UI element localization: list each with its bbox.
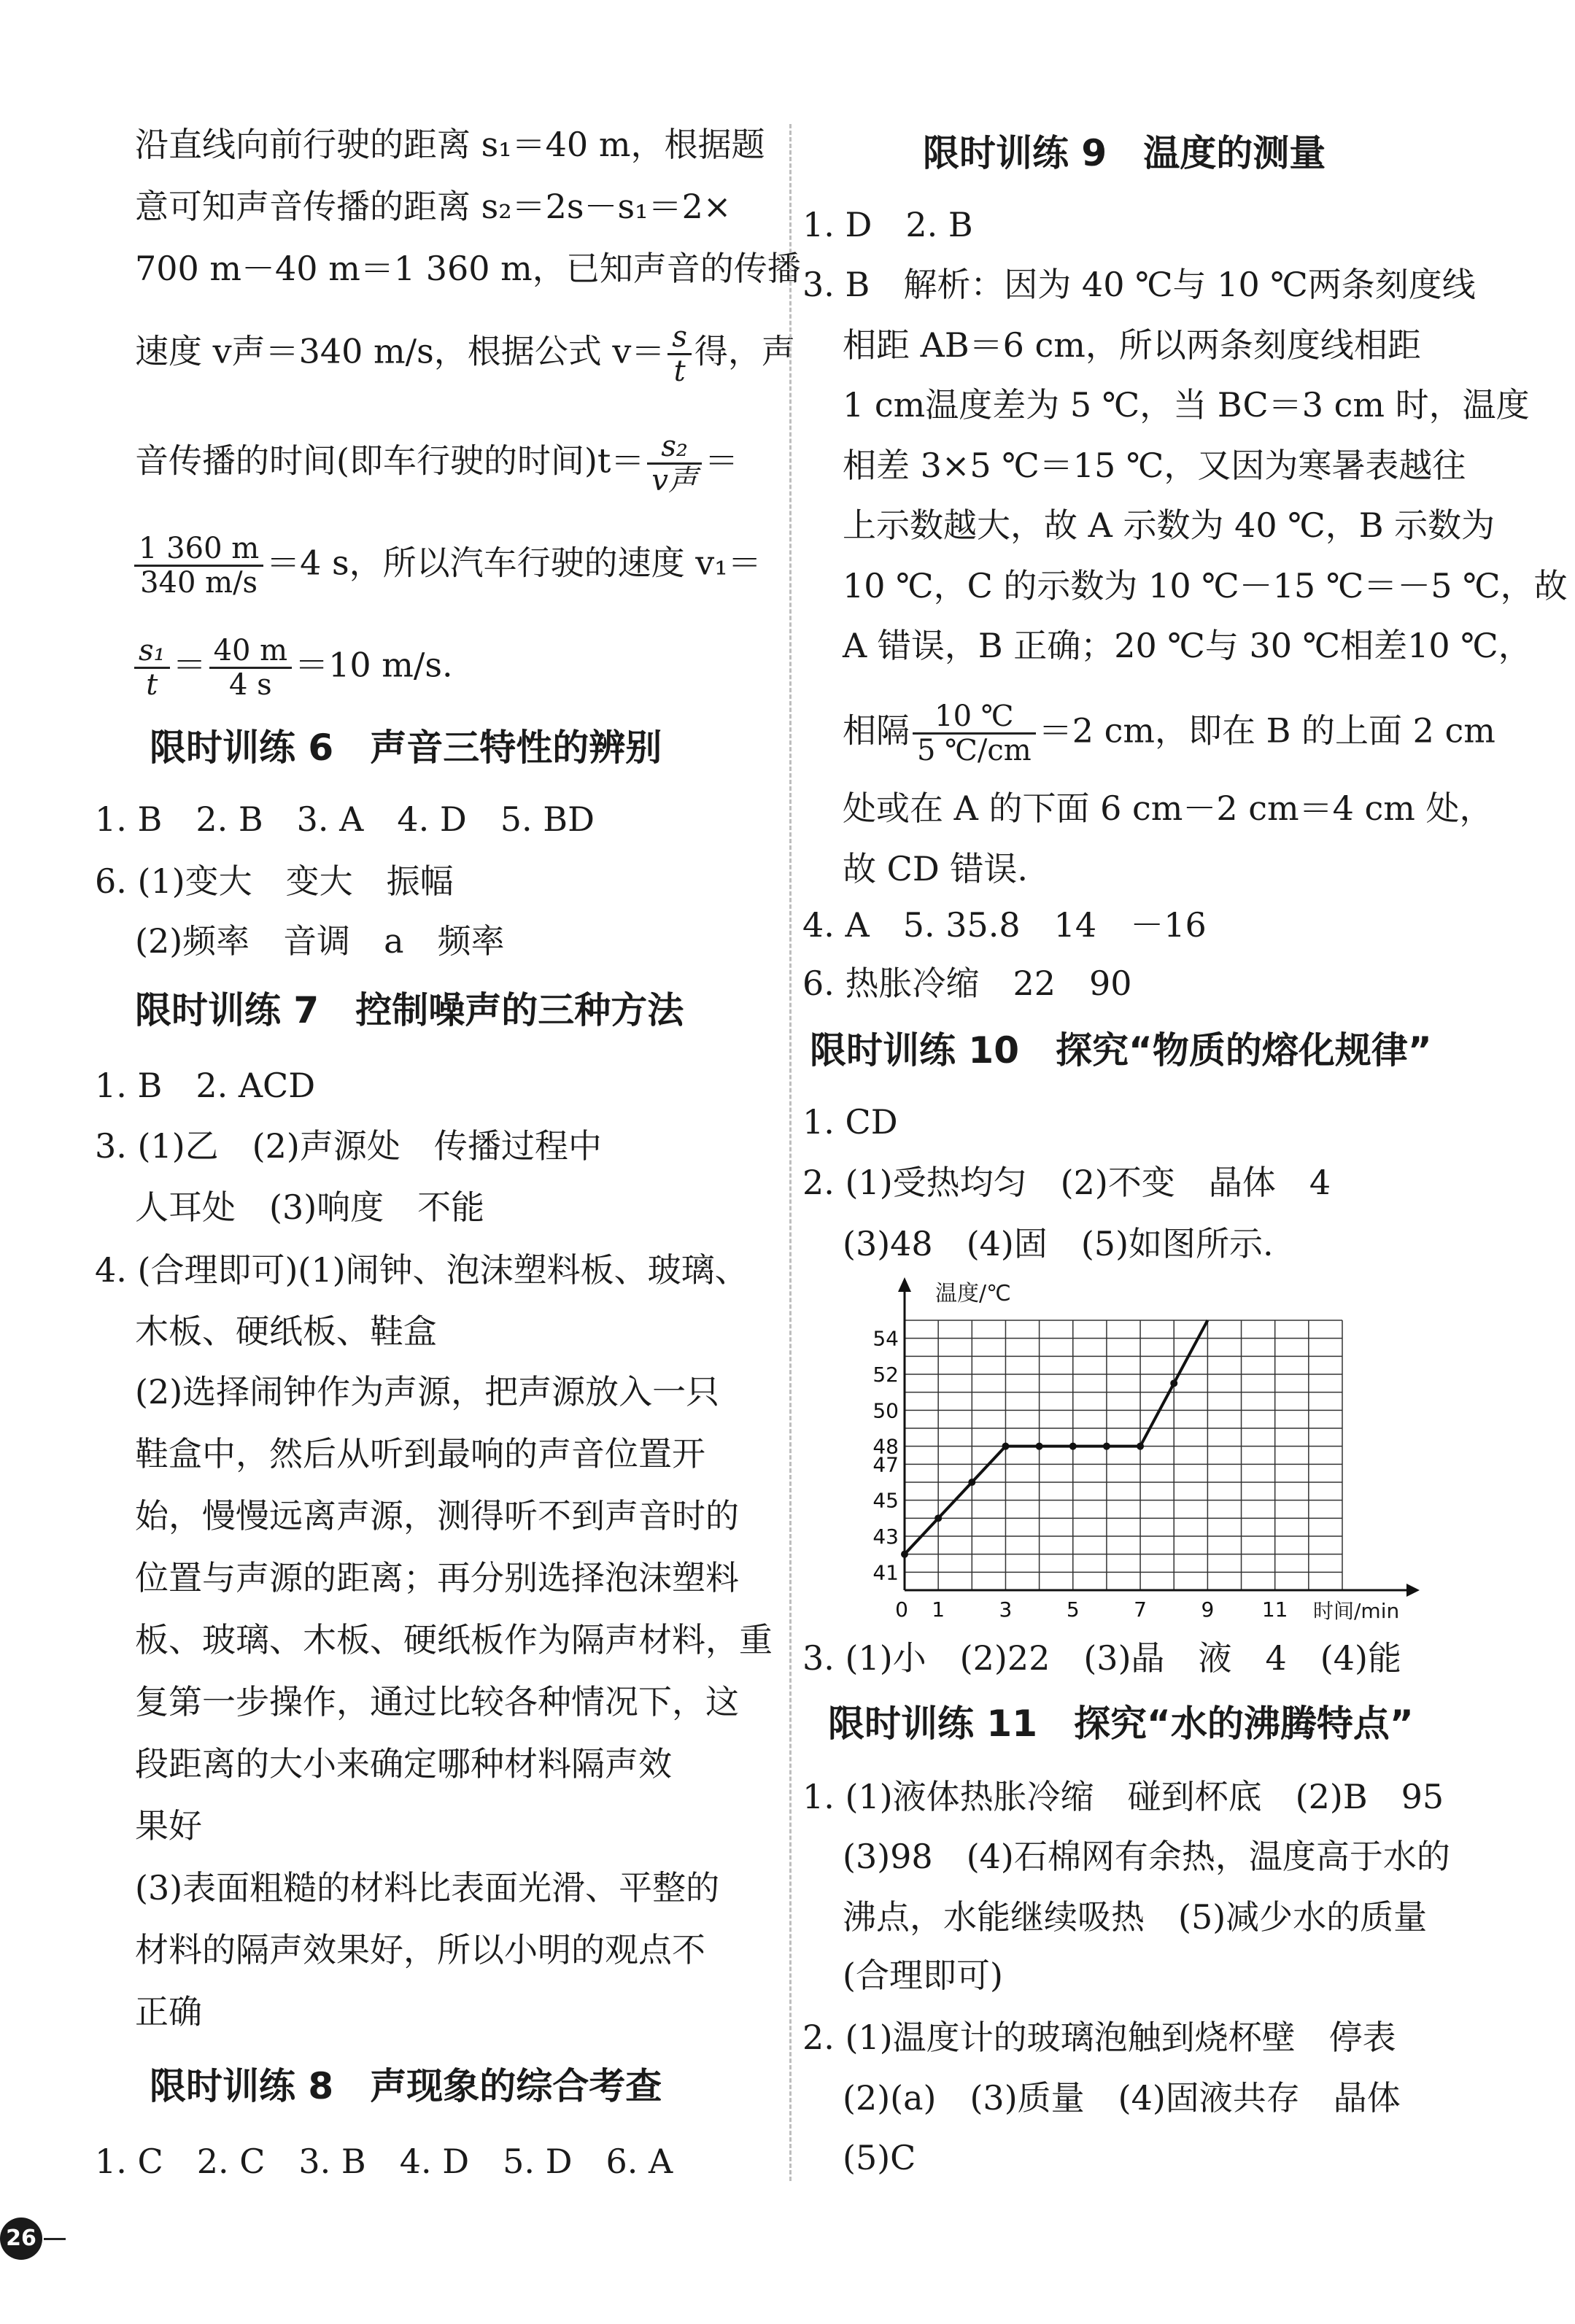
x-tick-label: 9 bbox=[1201, 1597, 1215, 1622]
numerator: s₁ bbox=[134, 635, 170, 669]
data-point bbox=[1002, 1443, 1009, 1450]
answer-line: 2. (1)温度计的玻璃泡触到烧杯壁 停表 bbox=[802, 2018, 1396, 2057]
chart-grid bbox=[905, 1320, 1342, 1590]
answer-line: 4. A 5. 35.8 14 －16 bbox=[802, 905, 1207, 945]
answer-line: (3)表面粗糙的材料比表面光滑、平整的 bbox=[135, 1868, 720, 1907]
numerator: s₂ bbox=[647, 430, 702, 465]
data-point bbox=[934, 1514, 942, 1522]
x-tick-label: 5 bbox=[1066, 1597, 1080, 1622]
answer-line: 沸点，水能继续吸热 (5)减少水的质量 bbox=[843, 1897, 1428, 1937]
page-number-dash bbox=[44, 2238, 66, 2240]
answer-line: 鞋盒中，然后从听到最响的声音位置开 bbox=[135, 1434, 705, 1473]
text-span: ＝2 cm，即在 B 的上面 2 cm bbox=[1038, 710, 1495, 751]
fraction bbox=[647, 430, 702, 497]
text-span: ＝ bbox=[705, 441, 738, 481]
data-point bbox=[901, 1551, 908, 1558]
answer-line: 1. (1)液体热胀冷缩 碰到杯底 (2)B 95 bbox=[802, 1777, 1444, 1816]
answer-line: 人耳处 (3)响度 不能 bbox=[135, 1188, 485, 1227]
data-point bbox=[1103, 1443, 1110, 1450]
text-span: 速度 v声＝340 m/s，根据公式 v＝ bbox=[135, 331, 665, 371]
text-line: 700 m－40 m＝1 360 m，已知声音的传播 bbox=[135, 249, 801, 288]
text-line: 沿直线向前行驶的距离 s₁＝40 m，根据题 bbox=[135, 125, 765, 164]
x-tick-label: 3 bbox=[999, 1597, 1013, 1622]
answer-line: (3)98 (4)石棉网有余热，温度高于水的 bbox=[843, 1837, 1450, 1876]
answer-line: A 错误，B 正确；20 ℃与 30 ℃相差10 ℃， bbox=[843, 626, 1532, 665]
fraction bbox=[134, 532, 263, 599]
denominator: t bbox=[673, 355, 686, 388]
text-line: 意可知声音传播的距离 s₂＝2s－s₁＝2× bbox=[135, 187, 732, 226]
text-span: 相隔 bbox=[843, 710, 910, 751]
fraction bbox=[209, 635, 293, 701]
answer-line: 果好 bbox=[135, 1806, 202, 1845]
section-heading: 限时训练 11 探究“水的沸腾特点” bbox=[828, 1703, 1414, 1745]
answer-line: 处或在 A 的下面 6 cm－2 cm＝4 cm 处， bbox=[843, 789, 1493, 828]
text-span: ＝ bbox=[172, 645, 206, 685]
x-axis-arrow bbox=[1406, 1584, 1420, 1597]
series-line bbox=[905, 1320, 1207, 1554]
page-number: 26 bbox=[0, 2218, 42, 2260]
answer-line: 位置与声源的距离；再分别选择泡沫塑料 bbox=[135, 1558, 739, 1597]
section-heading: 限时训练 6 声音三特性的辨别 bbox=[150, 727, 662, 769]
x-tick-label: 7 bbox=[1134, 1597, 1147, 1622]
data-point bbox=[968, 1479, 975, 1486]
x-axis-label: 时间/min bbox=[1313, 1599, 1400, 1623]
text-span: 得，声 bbox=[694, 331, 795, 371]
answer-line: 10 ℃，C 的示数为 10 ℃－15 ℃＝－5 ℃，故 bbox=[843, 566, 1568, 605]
numerator: 40 m bbox=[209, 635, 293, 669]
y-tick-label: 47 bbox=[872, 1452, 899, 1477]
numerator: s bbox=[667, 321, 692, 355]
answer-line: 3. B 解析：因为 40 ℃与 10 ℃两条刻度线 bbox=[802, 265, 1476, 304]
fraction bbox=[667, 321, 692, 387]
section-heading: 限时训练 7 控制噪声的三种方法 bbox=[135, 989, 684, 1031]
y-tick-label: 41 bbox=[872, 1560, 899, 1585]
answer-line: (2)(a) (3)质量 (4)固液共存 晶体 bbox=[843, 2078, 1401, 2118]
answer-line: 6. 热胀冷缩 22 90 bbox=[802, 964, 1132, 1003]
x-tick-label: 0 bbox=[895, 1597, 908, 1622]
data-point bbox=[1137, 1443, 1144, 1450]
y-tick-label: 54 bbox=[872, 1326, 899, 1351]
data-point bbox=[1036, 1443, 1043, 1450]
answer-line: 1. CD bbox=[802, 1102, 898, 1142]
x-tick-label: 1 bbox=[932, 1597, 945, 1622]
text-span: ＝4 s，所以汽车行驶的速度 v₁＝ bbox=[266, 543, 762, 583]
answer-line: 3. (1)乙 (2)声源处 传播过程中 bbox=[95, 1126, 602, 1166]
answer-line: 1. D 2. B bbox=[802, 205, 973, 244]
y-tick-label: 50 bbox=[872, 1398, 899, 1423]
formula-line bbox=[843, 700, 1495, 767]
answer-line: 1. B 2. ACD bbox=[95, 1066, 316, 1105]
answer-line: 1 cm温度差为 5 ℃，当 BC＝3 cm 时，温度 bbox=[843, 385, 1530, 425]
answer-line: (2)频率 音调 a 频率 bbox=[135, 921, 505, 961]
section-heading: 限时训练 9 温度的测量 bbox=[923, 132, 1326, 174]
y-tick-label: 48 bbox=[872, 1434, 899, 1459]
numerator: 1 360 m bbox=[134, 532, 263, 567]
y-axis-label: 温度/℃ bbox=[935, 1281, 1011, 1306]
answer-line: 材料的隔声效果好，所以小明的观点不 bbox=[135, 1930, 705, 1969]
answer-line: 1. B 2. B 3. A 4. D 5. BD bbox=[95, 799, 595, 839]
answer-line: (合理即可) bbox=[843, 1956, 1003, 1995]
data-point bbox=[1069, 1443, 1077, 1450]
y-axis-arrow bbox=[898, 1277, 911, 1292]
y-tick-label: 52 bbox=[872, 1363, 899, 1387]
answer-line: 上示数越大，故 A 示数为 40 ℃，B 示数为 bbox=[843, 506, 1495, 545]
formula-line bbox=[131, 532, 762, 599]
x-tick-label: 11 bbox=[1261, 1597, 1288, 1622]
denominator: t bbox=[146, 668, 158, 702]
chart-ticks bbox=[872, 1327, 1288, 1622]
answer-line: 4. (合理即可)(1)闹钟、泡沫塑料板、玻璃、 bbox=[95, 1250, 748, 1290]
text-span: 音传播的时间(即车行驶的时间)t＝ bbox=[135, 441, 645, 481]
denominator: v声 bbox=[651, 464, 697, 497]
answer-line: 复第一步操作，通过比较各种情况下，这 bbox=[135, 1682, 739, 1721]
section-heading: 限时训练 10 探究“物质的熔化规律” bbox=[810, 1029, 1432, 1072]
chart-axes bbox=[898, 1277, 1420, 1597]
melting-chart bbox=[868, 1273, 1423, 1630]
section-heading: 限时训练 8 声现象的综合考查 bbox=[150, 2065, 662, 2107]
fraction bbox=[134, 635, 170, 701]
denominator: 4 s bbox=[228, 668, 272, 702]
answer-line: 3. (1)小 (2)22 (3)晶 液 4 (4)能 bbox=[802, 1638, 1401, 1678]
answer-line: 正确 bbox=[135, 1992, 202, 2031]
answer-line: 6. (1)变大 变大 振幅 bbox=[95, 861, 454, 901]
formula-line bbox=[135, 321, 795, 387]
y-tick-label: 45 bbox=[872, 1488, 899, 1513]
answer-line: 故 CD 错误. bbox=[843, 849, 1028, 888]
text-span: ＝10 m/s. bbox=[295, 645, 453, 685]
answer-line: 木板、硬纸板、鞋盒 bbox=[135, 1312, 437, 1351]
answer-line: 1. C 2. C 3. B 4. D 5. D 6. A bbox=[95, 2142, 673, 2181]
data-point bbox=[1170, 1379, 1177, 1387]
y-tick-label: 43 bbox=[872, 1525, 899, 1549]
answer-line: 始，慢慢远离声源，测得听不到声音时的 bbox=[135, 1496, 739, 1535]
answer-line: (5)C bbox=[843, 2138, 916, 2177]
column-divider bbox=[789, 124, 792, 2181]
answer-line: (2)选择闹钟作为声源，把声源放入一只 bbox=[135, 1372, 720, 1411]
fraction bbox=[913, 700, 1036, 767]
answer-line: 相距 AB＝6 cm，所以两条刻度线相距 bbox=[843, 325, 1421, 365]
answer-line: 板、玻璃、木板、硬纸板作为隔声材料，重 bbox=[135, 1620, 773, 1659]
denominator: 5 ℃/cm bbox=[917, 734, 1032, 767]
formula-line bbox=[135, 430, 738, 497]
answer-line: (3)48 (4)固 (5)如图所示. bbox=[843, 1224, 1274, 1263]
formula-line bbox=[131, 635, 453, 701]
denominator: 340 m/s bbox=[140, 566, 258, 600]
answer-line: 段距离的大小来确定哪种材料隔声效 bbox=[135, 1744, 672, 1783]
answer-line: 相差 3×5 ℃＝15 ℃，又因为寒暑表越往 bbox=[843, 446, 1466, 485]
answer-line: 2. (1)受热均匀 (2)不变 晶体 4 bbox=[802, 1163, 1331, 1202]
numerator: 10 ℃ bbox=[913, 700, 1036, 735]
